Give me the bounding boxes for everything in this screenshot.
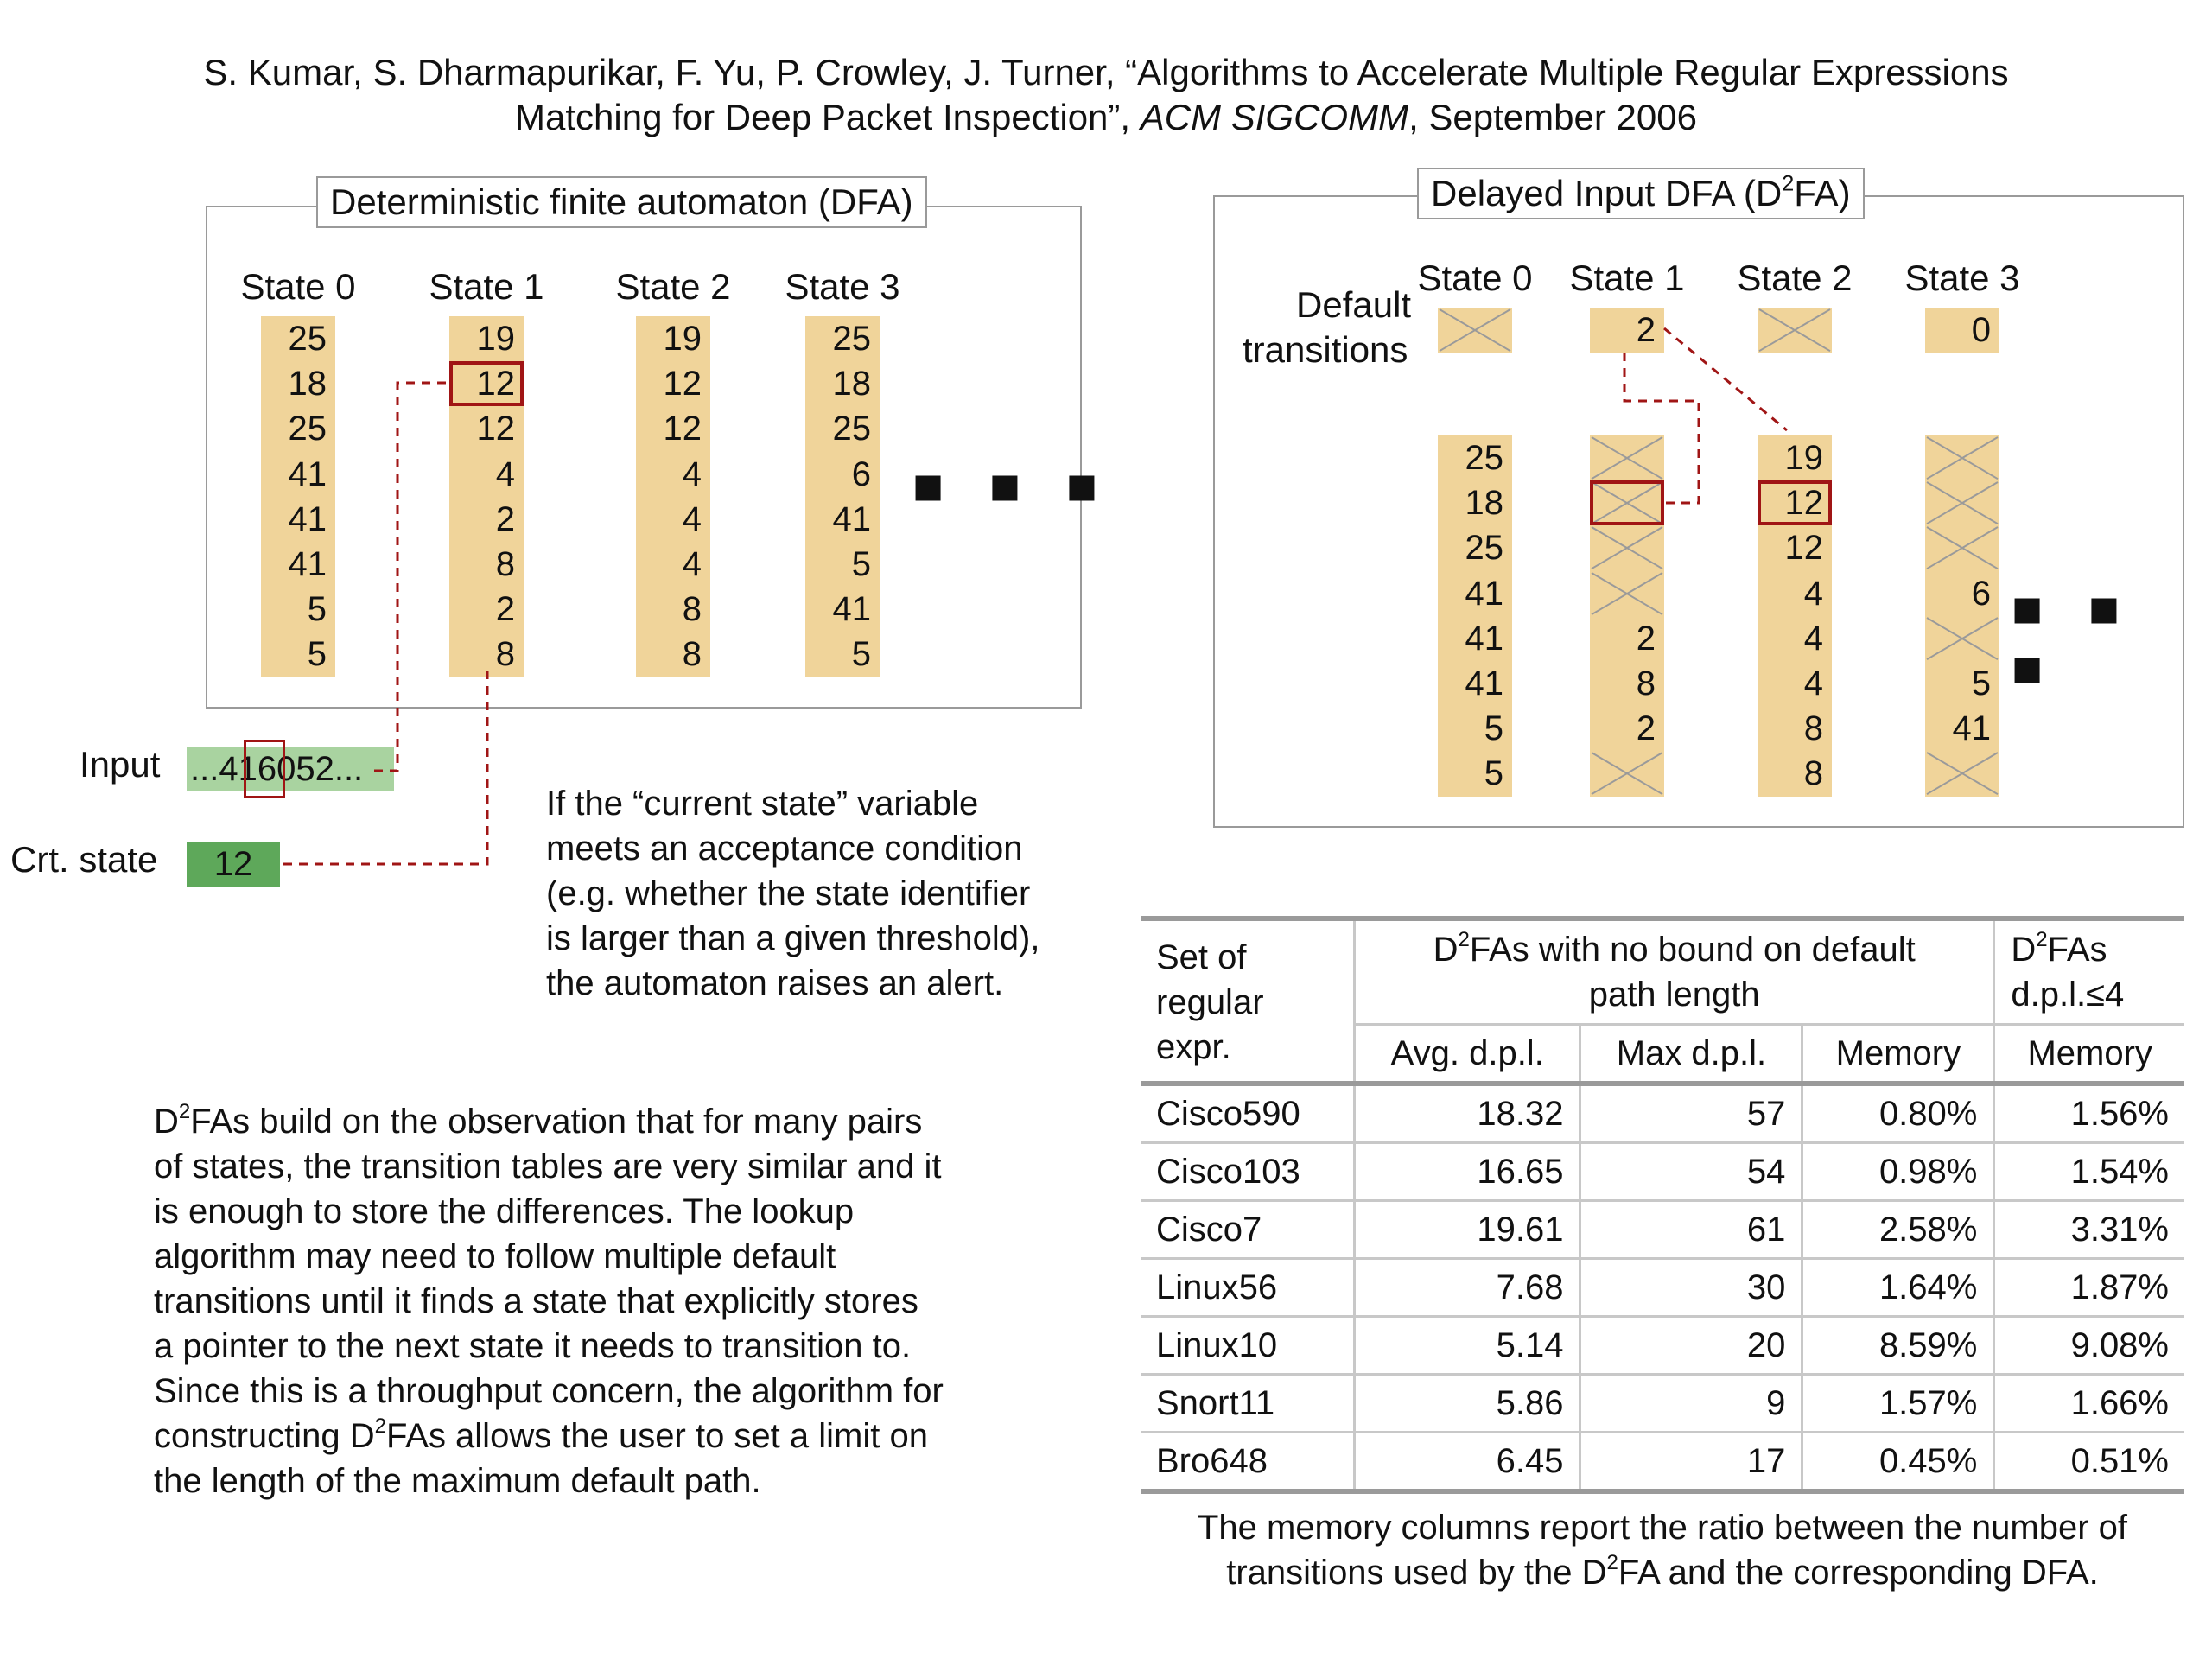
header-avg-dpl: Avg. d.p.l.: [1355, 1025, 1580, 1084]
row-name: Snort11: [1141, 1375, 1355, 1433]
header-max-dpl: Max d.p.l.: [1580, 1025, 1802, 1084]
dfa-state-label-2: State 2: [615, 266, 731, 307]
table-row: [1141, 1084, 2184, 1143]
results-table: [1141, 916, 2184, 1494]
row-avg-dpl: 18.32: [1355, 1084, 1580, 1143]
d2fa-state-label-2: State 2: [1737, 257, 1853, 298]
dfa-transition-cell: 41: [832, 590, 871, 629]
dfa-transition-cell: 8: [495, 544, 515, 583]
table-row: [1141, 1201, 2184, 1259]
table-row: [1141, 1375, 2184, 1433]
header-memory: Memory: [1802, 1025, 1994, 1084]
row-memory: 0.45%: [1802, 1433, 1994, 1492]
row-memory-bounded: 0.51%: [1994, 1433, 2184, 1492]
row-max-dpl: 61: [1580, 1201, 1802, 1259]
d2fa-transition-cell: 8: [1636, 664, 1656, 702]
row-memory-bounded: 1.54%: [1994, 1143, 2184, 1201]
header-no-bound: $D^2FAs$ with no bound on default path length: [1355, 918, 1994, 1025]
dfa-transition-cell: 2: [495, 499, 515, 538]
row-memory: 1.64%: [1802, 1259, 1994, 1317]
d2fa-transition-cell: 4: [1803, 574, 1823, 613]
input-strip: ...416052...: [187, 747, 394, 791]
dfa-transition-cell: 25: [832, 320, 871, 358]
d2fa-state-label-3: State 3: [1904, 257, 2020, 298]
input-current-char: 6: [257, 750, 277, 788]
d2fa-transition-cell: 41: [1465, 664, 1503, 702]
dfa-state-label-0: State 0: [240, 266, 356, 307]
row-max-dpl: 9: [1580, 1375, 1802, 1433]
row-max-dpl: 20: [1580, 1317, 1802, 1375]
dfa-transition-cell: 4: [682, 454, 702, 493]
dfa-transition-cell: 4: [682, 499, 702, 538]
row-name: Linux10: [1141, 1317, 1355, 1375]
row-max-dpl: 30: [1580, 1259, 1802, 1317]
d2fa-transition-cell: 19: [1784, 439, 1823, 477]
dfa-title: Deterministic finite automaton (DFA): [316, 176, 927, 228]
dfa-transition-cell: 25: [288, 320, 327, 358]
dfa-transition-cell: 12: [663, 410, 702, 448]
d2fa-state-label-1: State 1: [1569, 257, 1685, 298]
row-avg-dpl: 6.45: [1355, 1433, 1580, 1492]
dfa-transition-cell: 41: [288, 544, 327, 583]
row-avg-dpl: 16.65: [1355, 1143, 1580, 1201]
dfa-transition-cell: 8: [682, 635, 702, 674]
acceptance-text: If the “current state” variable meets an acceptance condition (e.g. whether the state identifier is larger than a given threshold), the automaton raises an alert.: [546, 785, 1040, 1002]
d2fa-default-value: 2: [1636, 311, 1656, 349]
d2fa-transition-cell: 5: [1484, 754, 1503, 793]
d2fa-transition-cell: 41: [1465, 574, 1503, 613]
dfa-transition-cell: 12: [476, 410, 515, 448]
current-state-box: 12: [187, 842, 280, 887]
d2fa-default-line-state1: [1624, 353, 1699, 503]
dfa-transition-cell: 25: [832, 410, 871, 448]
d2fa-transition-cell: 5: [1484, 709, 1503, 748]
row-memory: 0.80%: [1802, 1084, 1994, 1143]
dfa-transition-cell: 8: [682, 590, 702, 629]
citation-venue: ACM SIGCOMM: [1140, 97, 1409, 137]
header-bounded: $D^2FAs$ d.p.l.≤4: [1994, 918, 2184, 1025]
row-max-dpl: 57: [1580, 1084, 1802, 1143]
d2fa-state-label-0: State 0: [1417, 257, 1533, 298]
citation-line1: S. Kumar, S. Dharmapurikar, F. Yu, P. Crowley, J. Turner, “Algorithms to Accelerate Multiple Regular Expressions: [203, 52, 2009, 92]
dfa-state-label-3: State 3: [785, 266, 900, 307]
dfa-transition-cell: 19: [663, 320, 702, 358]
row-memory-bounded: 1.87%: [1994, 1259, 2184, 1317]
row-name: Cisco7: [1141, 1201, 1355, 1259]
row-avg-dpl: 5.14: [1355, 1317, 1580, 1375]
row-memory: 2.58%: [1802, 1201, 1994, 1259]
d2fa-transition-cell: 5: [1971, 664, 1991, 702]
d2fa-transition-cell: 25: [1465, 529, 1503, 568]
table-row: [1141, 1433, 2184, 1492]
row-memory-bounded: 1.66%: [1994, 1375, 2184, 1433]
row-max-dpl: 54: [1580, 1143, 1802, 1201]
header-set: Set of regular expr.: [1141, 918, 1355, 1084]
d2fa-default-line-state2: [1664, 328, 1787, 430]
dfa-transition-cell: 25: [288, 410, 327, 448]
dfa-transition-cell: 18: [832, 365, 871, 404]
dfa-transition-cell: 5: [851, 635, 871, 674]
row-memory: 0.98%: [1802, 1143, 1994, 1201]
d2fa-transition-cell: 41: [1952, 709, 1991, 748]
dfa-transition-cell: 5: [307, 590, 327, 629]
row-memory: 8.59%: [1802, 1317, 1994, 1375]
dfa-transition-cell: 18: [288, 365, 327, 404]
d2fa-transition-cell: 18: [1465, 484, 1503, 523]
row-max-dpl: 17: [1580, 1433, 1802, 1492]
dfa-transition-cell: 19: [476, 320, 515, 358]
d2fa-transition-cell: 4: [1803, 619, 1823, 658]
dfa-transition-cell: 5: [307, 635, 327, 674]
dfa-ellipsis: ■ ■ ■: [912, 457, 1114, 515]
crt-state-label: Crt. state: [10, 839, 158, 880]
d2fa-transition-cell: 25: [1465, 439, 1503, 477]
table-row: [1141, 1259, 2184, 1317]
dfa-transition-cell: 4: [495, 454, 515, 493]
d2fa-transition-cell: 2: [1636, 709, 1656, 748]
table-row: [1141, 1143, 2184, 1201]
dfa-transition-cell: 12: [663, 365, 702, 404]
row-name: Cisco103: [1141, 1143, 1355, 1201]
row-memory-bounded: 3.31%: [1994, 1201, 2184, 1259]
dfa-transition-cell: 6: [851, 454, 871, 493]
d2fa-transition-cell: 12: [1758, 480, 1832, 525]
row-memory-bounded: 9.08%: [1994, 1317, 2184, 1375]
dfa-transition-cell: 4: [682, 544, 702, 583]
dfa-pointer-line-input: [370, 383, 446, 771]
dfa-transition-cell: 5: [851, 544, 871, 583]
dfa-transition-cell: 8: [495, 635, 515, 674]
d2fa-ellipsis: ■ ■ ■: [2012, 580, 2136, 697]
row-memory-bounded: 1.56%: [1994, 1084, 2184, 1143]
dfa-transition-cell: 41: [288, 499, 327, 538]
table-row: [1141, 1317, 2184, 1375]
row-name: Bro648: [1141, 1433, 1355, 1492]
row-memory: 1.57%: [1802, 1375, 1994, 1433]
row-name: Linux56: [1141, 1259, 1355, 1317]
input-label: Input: [79, 744, 161, 785]
d2fa-transition-cell: 8: [1803, 709, 1823, 748]
d2fa-transition-cell: 4: [1803, 664, 1823, 702]
dfa-transition-cell: 41: [832, 499, 871, 538]
citation-line2: Matching for Deep Packet Inspection”, ACM SIGCOMM, September 2006: [515, 97, 1697, 137]
dfa-transition-cell: 2: [495, 590, 515, 629]
row-avg-dpl: 5.86: [1355, 1375, 1580, 1433]
dfa-transition-cell: 12: [449, 361, 524, 406]
d2fa-title: Delayed Input DFA $(D^2FA)$: [1417, 168, 1865, 219]
d2fa-transition-cell: 6: [1971, 574, 1991, 613]
dfa-pointer-line-state: [280, 671, 487, 864]
d2fa-transition-cell: 41: [1465, 619, 1503, 658]
table-caption: The memory columns report the ratio between the number of transitions used by the $D^2FA$ and the corresponding DFA.: [1197, 1509, 2128, 1592]
default-transitions-label-2: transitions: [1243, 329, 1408, 370]
row-avg-dpl: 7.68: [1355, 1259, 1580, 1317]
d2fa-description: $D^2FAs$ build on the observation that for many pairs of states, the transition tables are very similar and it is enough to store the differences. The lookup algorithm may need to follow multiple default transitions until it finds a state that explicitly stores a pointer to the next state it needs to transition to. Since this is a throughput concern, the algorithm for constructing $D^2FAs$ allows the user to set a limit on the length of the maximum default path.: [154, 1100, 944, 1500]
dfa-state-label-1: State 1: [429, 266, 544, 307]
row-avg-dpl: 19.61: [1355, 1201, 1580, 1259]
d2fa-transition-cell: 8: [1803, 754, 1823, 793]
row-name: Cisco590: [1141, 1084, 1355, 1143]
header-memory-bounded: Memory: [1994, 1025, 2184, 1084]
dfa-transition-cell: 41: [288, 454, 327, 493]
d2fa-default-value: 0: [1971, 311, 1991, 349]
d2fa-transition-cell: 12: [1784, 529, 1823, 568]
d2fa-transition-cell: 2: [1636, 619, 1656, 658]
default-transitions-label-1: Default: [1296, 284, 1412, 325]
